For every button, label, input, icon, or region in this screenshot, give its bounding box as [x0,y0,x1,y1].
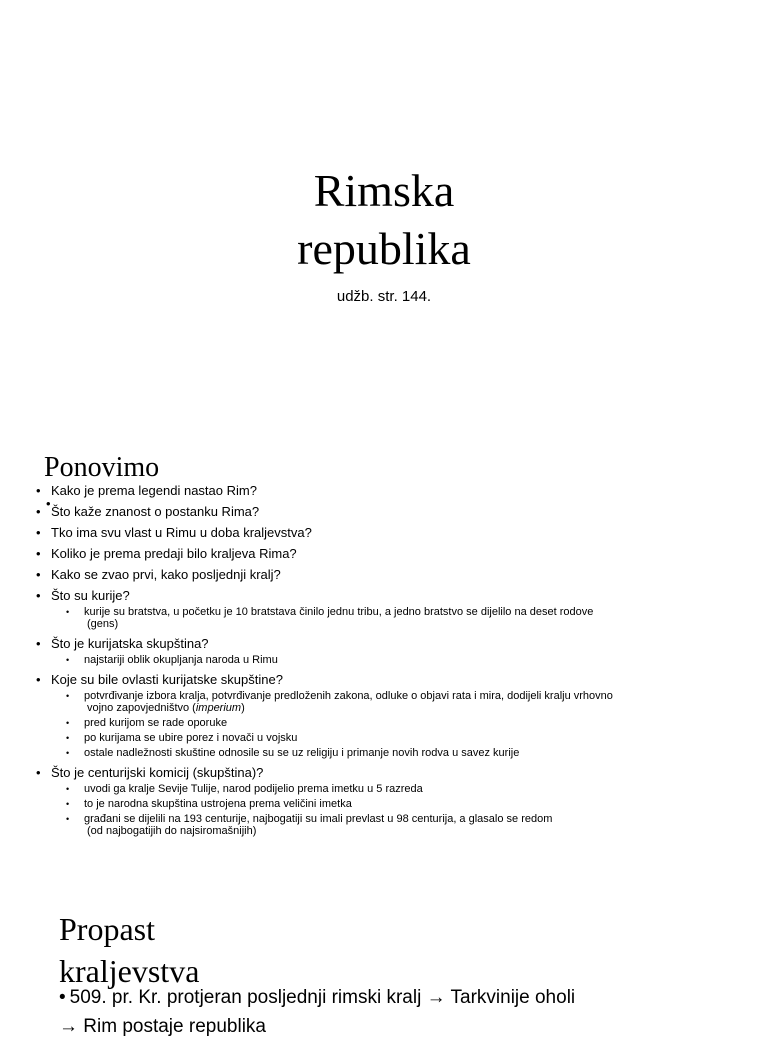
fall-item-text: → Rim postaje republika [59,1016,266,1037]
title-line-2: republika [297,223,471,274]
fall-heading-line-2: kraljevstva [59,953,200,989]
fall-item [59,983,739,1012]
question-text: Što su kurije? [51,588,130,603]
answer-item [51,798,736,810]
answer-continuation: (gens) [87,618,119,630]
question-text: Što je centurijski komicij (skupština)? [51,765,264,780]
answer-text: • pred kurijom se rade oporuke [84,717,228,729]
answer-item [51,654,736,666]
continuation-prefix: vojno zapovjedništvo ( [87,702,196,714]
bullet-mark: • [59,987,66,1008]
question-item [36,588,736,630]
stray-bullet-mark: • [46,496,51,511]
answer-text: • ostale nadležnosti skuštine odnosile su se uz religiju i primanje novih rodva u savez kurije [84,747,520,759]
question-text: Što kaže znanost o postanku Rima? [51,504,260,519]
answer-continuation: (od najbogatijih do najsiromašnijih) [87,825,257,837]
continuation-suffix: ) [241,702,245,714]
question-text: Kako je prema legendi nastao Rim? [51,483,257,498]
slide-subtitle: udžb. str. 144. [336,288,432,305]
title-line-1: Rimska [313,165,455,216]
answer-text: • uvodi ga kralje Sevije Tulije, narod podijelio prema imetku u 5 razreda [84,783,423,795]
question-text: Koliko je prema predaji bilo kraljeva Rima? [51,546,297,561]
title-slide [0,0,768,440]
answer-item [51,717,736,729]
question-item [36,672,736,759]
answer-item [51,690,736,714]
question-item [36,525,736,540]
fall-item-text: 509. pr. Kr. protjeran posljednji rimski kralj → Tarkvinije oholi [69,987,576,1008]
fall-heading [59,908,199,992]
answer-text: • to je narodna skupština ustrojena prema veličini imetka [84,798,352,810]
latin-term: imperium [195,702,242,714]
answer-text: • najstariji oblik okupljanja naroda u Rimu [84,654,278,666]
fall-bullet-list [59,983,739,1041]
answer-list [51,606,736,630]
answer-list [51,654,736,666]
answer-text: • po kurijama se ubire porez i novači u vojsku [84,732,298,744]
answer-item [51,813,736,837]
answer-item [51,783,736,795]
fall-slide [0,900,768,1037]
answer-item [51,732,736,744]
answer-text: • potvrđivanje izbora kralja, potvrđivanje predloženih zakona, odluke o objavi rata i mira, dodijeli kralju vrhovno [84,690,613,702]
review-slide [0,440,768,900]
question-item [36,765,736,837]
question-item [36,483,736,498]
question-item [36,567,736,582]
question-text: Kako se zvao prvi, kako posljednji kralj? [51,567,281,582]
answer-list [51,783,736,837]
fall-heading-line-1: Propast [59,911,155,947]
fall-item [59,1012,739,1041]
answer-item [51,747,736,759]
answer-item [51,606,736,630]
answer-text: • kurije su bratstva, u početku je 10 bratstava činilo jednu tribu, a jedno bratstvo se dijelilo na deset rodove [84,606,594,618]
review-question-list [36,483,736,843]
answer-continuation [84,702,736,714]
question-text: Koje su bile ovlasti kurijatske skupštine? [51,672,283,687]
answer-text: • građani se dijelili na 193 centurije, najbogatiji su imali prevlast u 98 centurija, a glasalo se redom [84,813,553,825]
review-heading: Ponovimo [44,452,160,483]
question-item [36,504,736,519]
question-text: Tko ima svu vlast u Rimu u doba kraljevstva? [51,525,312,540]
question-text: Što je kurijatska skupština? [51,636,209,651]
question-item [36,546,736,561]
slide-title [0,162,768,278]
answer-list [51,690,736,759]
question-item [36,636,736,666]
